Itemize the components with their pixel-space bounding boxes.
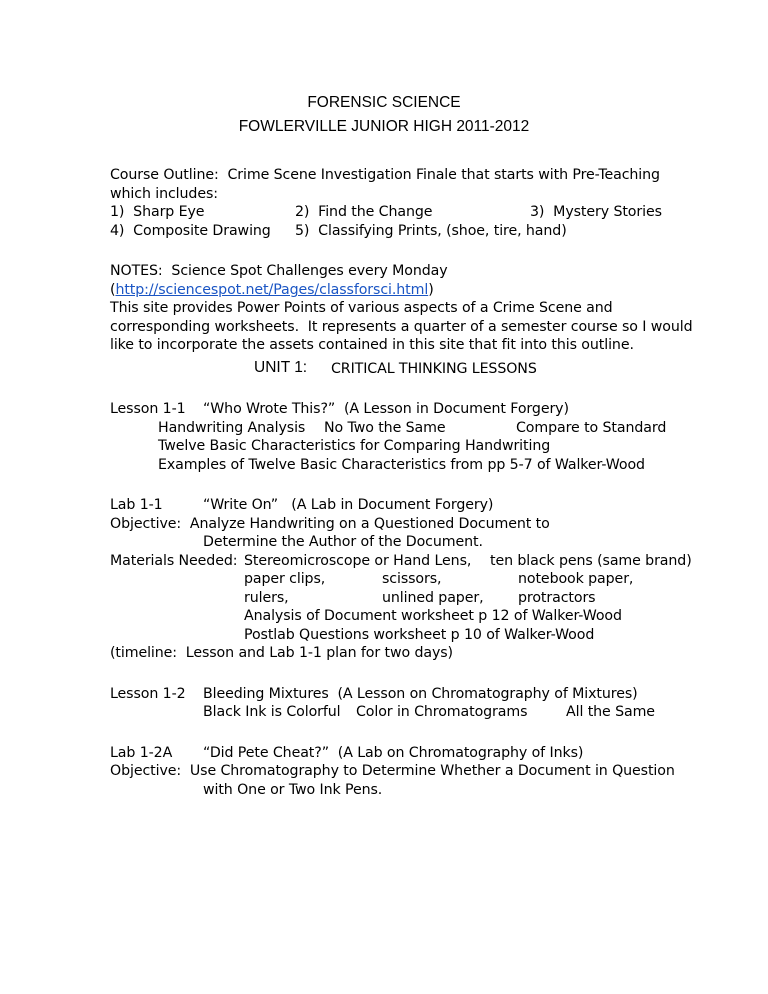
lesson-topic: No Two the Same bbox=[324, 420, 446, 436]
science-spot-link[interactable]: http://sciencespot.net/Pages/classforsci.html bbox=[115, 282, 429, 298]
unit-label: UNIT 1: bbox=[254, 359, 308, 376]
lesson-line: Examples of Twelve Basic Characteristics from pp 5-7 of Walker-Wood bbox=[158, 457, 645, 473]
lab-title: “Did Pete Cheat?” (A Lab on Chromatography of Inks) bbox=[203, 745, 584, 761]
lab-id: Lab 1-1 bbox=[110, 497, 163, 513]
lesson-title: Bleeding Mixtures (A Lesson on Chromatography of Mixtures) bbox=[203, 686, 638, 702]
material-item: paper clips, bbox=[244, 571, 326, 587]
lesson-title: “Who Wrote This?” (A Lesson in Document Forgery) bbox=[203, 401, 569, 417]
lesson-topic: Color in Chromatograms bbox=[356, 704, 528, 720]
lab-objective: Objective: Analyze Handwriting on a Questioned Document to bbox=[110, 516, 550, 532]
document-title: FORENSIC SCIENCE bbox=[307, 94, 461, 111]
course-outline-line: Course Outline: Crime Scene Investigation Finale that starts with Pre-Teaching bbox=[110, 167, 660, 183]
paren-close: ) bbox=[428, 282, 434, 298]
unit-title: CRITICAL THINKING LESSONS bbox=[331, 361, 537, 377]
material-item: protractors bbox=[518, 590, 596, 606]
notes-line: like to incorporate the assets contained in this site that fit into this outline. bbox=[110, 337, 634, 353]
notes-line: NOTES: Science Spot Challenges every Monday bbox=[110, 263, 448, 279]
material-item: Stereomicroscope or Hand Lens, bbox=[244, 553, 472, 569]
outline-item: 4) Composite Drawing bbox=[110, 223, 271, 239]
outline-item: 5) Classifying Prints, (shoe, tire, hand) bbox=[295, 223, 567, 239]
course-outline-line: which includes: bbox=[110, 186, 218, 202]
notes-line: corresponding worksheets. It represents a quarter of a semester course so I would bbox=[110, 319, 693, 335]
notes-link-line bbox=[110, 281, 434, 299]
document-subtitle: FOWLERVILLE JUNIOR HIGH 2011-2012 bbox=[238, 118, 530, 135]
lesson-line: Twelve Basic Characteristics for Comparing Handwriting bbox=[158, 438, 551, 454]
outline-item: 3) Mystery Stories bbox=[530, 204, 662, 220]
lesson-id: Lesson 1-1 bbox=[110, 401, 186, 417]
lab-objective: Determine the Author of the Document. bbox=[203, 534, 483, 550]
lesson-topic: Handwriting Analysis bbox=[158, 420, 306, 436]
lesson-topic: Compare to Standard bbox=[516, 420, 667, 436]
lab-objective: Objective: Use Chromatography to Determine Whether a Document in Question bbox=[110, 763, 675, 779]
lab-title: “Write On” (A Lab in Document Forgery) bbox=[203, 497, 494, 513]
material-item: notebook paper, bbox=[518, 571, 634, 587]
material-item: ten black pens (same brand) bbox=[490, 553, 692, 569]
outline-item: 1) Sharp Eye bbox=[110, 204, 205, 220]
timeline-line: (timeline: Lesson and Lab 1-1 plan for two days) bbox=[110, 645, 453, 661]
worksheet-line: Postlab Questions worksheet p 10 of Walker-Wood bbox=[244, 627, 595, 643]
lab-id: Lab 1-2A bbox=[110, 745, 173, 761]
material-item: scissors, bbox=[382, 571, 442, 587]
worksheet-line: Analysis of Document worksheet p 12 of Walker-Wood bbox=[244, 608, 622, 624]
notes-line: This site provides Power Points of various aspects of a Crime Scene and bbox=[110, 300, 613, 316]
lesson-id: Lesson 1-2 bbox=[110, 686, 186, 702]
lab-objective: with One or Two Ink Pens. bbox=[203, 782, 383, 798]
material-item: unlined paper, bbox=[382, 590, 484, 606]
materials-label: Materials Needed: bbox=[110, 553, 238, 569]
outline-item: 2) Find the Change bbox=[295, 204, 433, 220]
paren-open: ( bbox=[110, 282, 116, 298]
material-item: rulers, bbox=[244, 590, 289, 606]
lesson-topic: Black Ink is Colorful bbox=[203, 704, 341, 720]
lesson-topic: All the Same bbox=[566, 704, 655, 720]
